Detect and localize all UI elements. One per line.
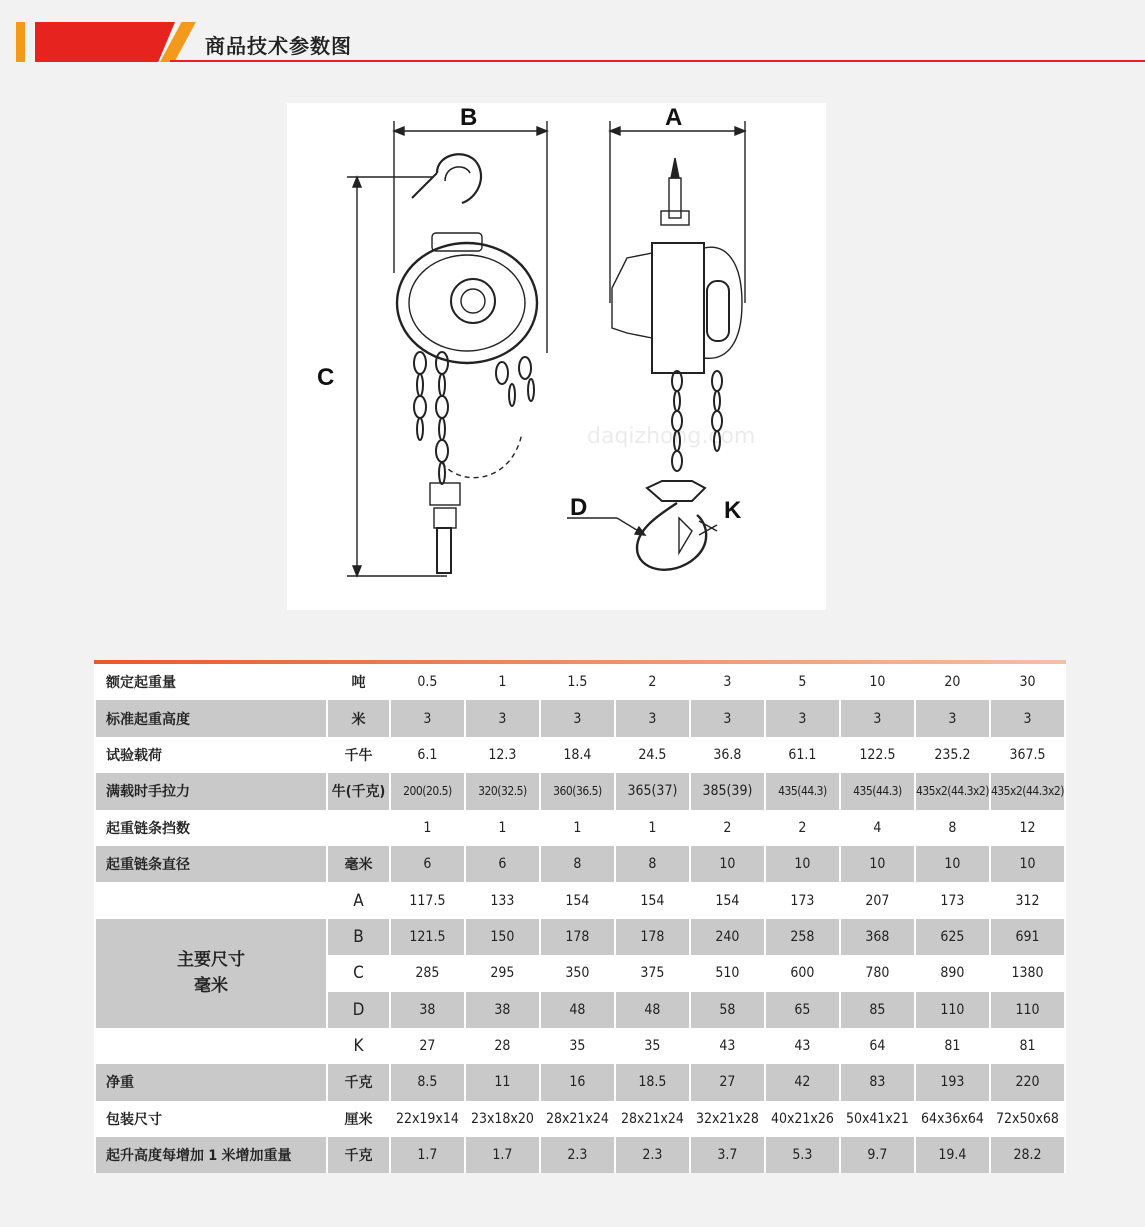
- spec-table: [94, 664, 1066, 1173]
- table-cell: 435(44.3): [766, 773, 839, 809]
- table-cell: 2.3: [616, 1137, 689, 1173]
- row-unit: 毫米: [328, 846, 389, 882]
- table-cell: 23x18x20: [470, 1110, 534, 1127]
- table-cell: 1: [498, 819, 507, 836]
- table-cell: 35: [644, 1038, 661, 1055]
- table-row: [96, 1101, 1064, 1137]
- table-cell: 435(44.3): [841, 773, 914, 809]
- table-cell: 1.7: [466, 1137, 539, 1173]
- table-cell: 8.5: [391, 1064, 464, 1100]
- table-cell: 295: [490, 965, 515, 982]
- row-label: 试验载荷: [106, 747, 162, 764]
- dim-letter: K: [353, 1036, 364, 1057]
- dim-letter: B: [328, 919, 389, 955]
- table-cell: 6: [466, 846, 539, 882]
- row-label: 满载时手拉力: [96, 773, 326, 809]
- table-cell: 85: [841, 992, 914, 1028]
- dim-label-2: 毫米: [194, 976, 229, 997]
- table-cell: 6: [391, 846, 464, 882]
- table-cell: 3: [691, 700, 764, 736]
- table-cell: 11: [466, 1064, 539, 1100]
- table-cell: 258: [766, 919, 839, 955]
- table-cell: 4: [873, 819, 882, 836]
- table-cell: 30: [1019, 674, 1036, 691]
- table-cell: 3: [723, 674, 732, 691]
- table-cell: 18.4: [563, 746, 592, 763]
- table-cell: 1: [423, 819, 432, 836]
- table-cell: 173: [940, 892, 965, 909]
- table-cell: 28: [494, 1038, 511, 1055]
- table-cell: 72x50x68: [995, 1110, 1059, 1127]
- table-cell: 3: [991, 700, 1064, 736]
- table-cell: 173: [790, 892, 815, 909]
- table-row: [96, 773, 1064, 809]
- table-cell: 27: [691, 1064, 764, 1100]
- table-row: [96, 1064, 1064, 1100]
- table-cell: 3: [391, 700, 464, 736]
- table-cell: 19.4: [916, 1137, 989, 1173]
- table-cell: 2.3: [541, 1137, 614, 1173]
- section-title: 商品技术参数图: [205, 34, 352, 58]
- table-cell: 1.5: [567, 674, 588, 691]
- table-cell: 40x21x26: [770, 1110, 834, 1127]
- dim-letter: A: [353, 890, 364, 911]
- table-cell: 8: [948, 819, 957, 836]
- dim-spacer: [96, 882, 326, 918]
- table-cell: 375: [640, 965, 665, 982]
- table-cell: 320(32.5): [466, 773, 539, 809]
- row-label: 标准起重高度: [96, 700, 326, 736]
- table-cell: 28x21x24: [545, 1110, 609, 1127]
- table-cell: 3.7: [691, 1137, 764, 1173]
- header-red-tab: [35, 22, 175, 62]
- table-cell: 178: [541, 919, 614, 955]
- table-cell: 3: [841, 700, 914, 736]
- table-cell: 1: [648, 819, 657, 836]
- table-cell: 1.7: [391, 1137, 464, 1173]
- table-cell: 625: [916, 919, 989, 955]
- label-a: A: [665, 104, 683, 131]
- section-header: [0, 0, 1145, 70]
- table-cell: 12: [1019, 819, 1036, 836]
- table-cell: 691: [991, 919, 1064, 955]
- table-cell: 154: [565, 892, 590, 909]
- table-cell: 121.5: [391, 919, 464, 955]
- table-cell: 10: [991, 846, 1064, 882]
- table-cell: 312: [1015, 892, 1040, 909]
- table-cell: 0.5: [417, 674, 438, 691]
- table-row: [96, 810, 1064, 846]
- table-cell: 50x41x21: [845, 1110, 909, 1127]
- table-cell: 9.7: [841, 1137, 914, 1173]
- table-cell: 58: [691, 992, 764, 1028]
- table-cell: 5: [798, 674, 807, 691]
- table-cell: 18.5: [616, 1064, 689, 1100]
- row-unit: 千牛: [344, 747, 373, 764]
- table-cell: 81: [944, 1038, 961, 1055]
- table-cell: 240: [691, 919, 764, 955]
- table-cell: 48: [616, 992, 689, 1028]
- table-cell: 285: [415, 965, 440, 982]
- table-cell: 220: [991, 1064, 1064, 1100]
- table-cell: 178: [616, 919, 689, 955]
- table-row: [96, 1137, 1064, 1173]
- table-cell: 16: [541, 1064, 614, 1100]
- label-d: D: [570, 494, 588, 521]
- dimension-row: [96, 882, 1064, 918]
- table-cell: 10: [841, 846, 914, 882]
- table-cell: 365(37): [616, 773, 689, 809]
- table-cell: 435x2(44.3x2): [916, 773, 989, 809]
- table-cell: 600: [790, 965, 815, 982]
- table-cell: 10: [766, 846, 839, 882]
- table-cell: 35: [569, 1038, 586, 1055]
- table-cell: 117.5: [409, 892, 446, 909]
- table-cell: 207: [865, 892, 890, 909]
- row-label: 起升高度每增加 1 米增加重量: [96, 1137, 326, 1173]
- dim-spacer: [96, 1028, 326, 1064]
- table-row: [96, 664, 1064, 700]
- table-cell: 81: [1019, 1038, 1036, 1055]
- table-cell: 65: [766, 992, 839, 1028]
- table-cell: 8: [541, 846, 614, 882]
- table-cell: 154: [715, 892, 740, 909]
- table-cell: 367.5: [1009, 746, 1046, 763]
- table-cell: 10: [869, 674, 886, 691]
- table-cell: 64x36x64: [920, 1110, 984, 1127]
- table-cell: 435x2(44.3x2): [991, 773, 1064, 809]
- table-cell: 122.5: [859, 746, 896, 763]
- row-unit: 千克: [328, 1064, 389, 1100]
- dim-label-1: 主要尺寸: [177, 950, 246, 971]
- table-cell: 200(20.5): [391, 773, 464, 809]
- table-cell: 3: [541, 700, 614, 736]
- table-cell: 3: [916, 700, 989, 736]
- row-label: 起重链条挡数: [106, 820, 190, 837]
- table-cell: 38: [466, 992, 539, 1028]
- dim-letter: C: [353, 963, 364, 984]
- table-cell: 385(39): [691, 773, 764, 809]
- row-unit: 千克: [328, 1137, 389, 1173]
- table-cell: 24.5: [638, 746, 667, 763]
- table-cell: 43: [794, 1038, 811, 1055]
- row-unit: 牛(千克): [328, 773, 389, 809]
- table-cell: 110: [991, 992, 1064, 1028]
- table-cell: 150: [466, 919, 539, 955]
- table-cell: 83: [841, 1064, 914, 1100]
- table-cell: 22x19x14: [395, 1110, 459, 1127]
- table-cell: 2: [648, 674, 657, 691]
- table-cell: 235.2: [934, 746, 971, 763]
- label-k: K: [724, 497, 742, 524]
- table-cell: 28x21x24: [620, 1110, 684, 1127]
- table-cell: 20: [944, 674, 961, 691]
- table-cell: 1: [573, 819, 582, 836]
- table-cell: 28.2: [991, 1137, 1064, 1173]
- table-cell: 32x21x28: [695, 1110, 759, 1127]
- table-cell: 38: [391, 992, 464, 1028]
- table-cell: 5.3: [766, 1137, 839, 1173]
- dim-group-label: [96, 919, 326, 1028]
- row-unit: [328, 810, 389, 846]
- table-cell: 368: [841, 919, 914, 955]
- table-cell: 1: [498, 674, 507, 691]
- table-cell: 350: [565, 965, 590, 982]
- row-label: 起重链条直径: [96, 846, 326, 882]
- table-cell: 3: [766, 700, 839, 736]
- table-cell: 48: [541, 992, 614, 1028]
- table-cell: 890: [940, 965, 965, 982]
- header-accent-bar: [16, 22, 25, 62]
- table-cell: 12.3: [488, 746, 517, 763]
- table-cell: 10: [691, 846, 764, 882]
- table-cell: 1380: [1011, 965, 1044, 982]
- dim-letter: D: [328, 992, 389, 1028]
- table-cell: 36.8: [713, 746, 742, 763]
- label-c: C: [317, 364, 335, 391]
- spec-table-container: [94, 660, 1066, 1173]
- table-cell: 510: [715, 965, 740, 982]
- table-cell: 64: [869, 1038, 886, 1055]
- table-cell: 3: [616, 700, 689, 736]
- row-unit: 吨: [351, 675, 366, 692]
- table-cell: 10: [916, 846, 989, 882]
- header-underline: [170, 60, 1145, 62]
- row-unit: 米: [328, 700, 389, 736]
- table-cell: 154: [640, 892, 665, 909]
- table-cell: 6.1: [417, 746, 438, 763]
- table-cell: 8: [616, 846, 689, 882]
- table-cell: 2: [798, 819, 807, 836]
- row-label: 净重: [96, 1064, 326, 1100]
- table-cell: 2: [723, 819, 732, 836]
- table-cell: 3: [466, 700, 539, 736]
- table-row: [96, 737, 1064, 773]
- row-unit: 厘米: [344, 1111, 373, 1128]
- table-cell: 110: [916, 992, 989, 1028]
- table-row: [96, 700, 1064, 736]
- table-cell: 360(36.5): [541, 773, 614, 809]
- table-cell: 133: [490, 892, 515, 909]
- watermark: daqizhong.com: [587, 424, 756, 449]
- table-cell: 42: [766, 1064, 839, 1100]
- table-cell: 61.1: [788, 746, 817, 763]
- table-cell: 27: [419, 1038, 436, 1055]
- row-label: 包装尺寸: [106, 1111, 162, 1128]
- table-cell: 780: [865, 965, 890, 982]
- dimension-row: [96, 919, 1064, 955]
- label-b: B: [460, 104, 478, 131]
- table-row: [96, 846, 1064, 882]
- chain-hoist-diagram: [287, 103, 826, 610]
- table-cell: 193: [916, 1064, 989, 1100]
- row-label: 额定起重量: [106, 675, 176, 692]
- dimension-row: [96, 1028, 1064, 1064]
- table-cell: 43: [719, 1038, 736, 1055]
